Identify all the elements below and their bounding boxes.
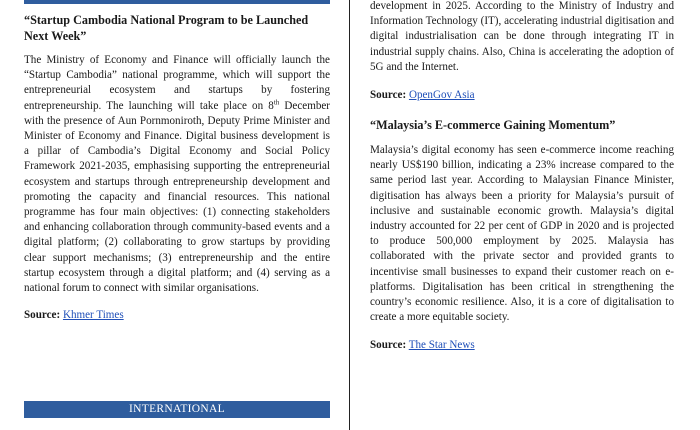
ordinal-suffix: th: [273, 97, 280, 106]
the-star-news-link[interactable]: The Star News: [408, 339, 475, 352]
khmer-times-link[interactable]: Khmer Times: [62, 309, 124, 322]
source-label: Source:: [370, 89, 407, 102]
cambodia-body-part-1: The Ministry of Economy and Finance will officially launch the “Startup Cambodia” national programme, which will support the entrepreneurial ecosystem and startups by fostering entrepreneurship. The launching will take place on 8: [24, 54, 330, 112]
international-section-banner: INTERNATIONAL: [24, 401, 330, 418]
china-source: [370, 88, 674, 103]
china-article-continuation: development in 2025. According to the Ministry of Industry and Information Technology (IT), accelerating industrial digitisation and digital industrialisation can be done through integrating IT in industrial supply chains. Also, China is accelerating the adoption of 5G and the Internet.: [370, 0, 674, 73]
right-column: [370, 0, 674, 353]
cambodia-body-part-2: December with the presence of Aun Pornmoniroth, Deputy Prime Minister and Minister of Economy and Finance. Digital business development is a pillar of Cambodia’s Digital Economy and Social Policy Framework 2021-2035, emphasising supporting the entrepreneurial ecosystem and startups through entrepreneurship development and promoting the capacity and financial resources. This national programme has four main objectives: (1) connecting stakeholders and enhancing collaboration through community-based events and a digital platform; (2) collaborating to grow startups by providing clear support mechanisms; (3) entrepreneurship and the entire startup ecosystem through a digital platform; and (4) serving as a national forum to connect with similar organisations.: [24, 99, 330, 295]
cambodia-article-headline: “Startup Cambodia National Program to be Launched Next Week”: [24, 13, 309, 43]
cambodia-article-body: [24, 53, 330, 296]
opengov-asia-link[interactable]: OpenGov Asia: [408, 89, 475, 102]
source-label: Source:: [24, 309, 61, 322]
malaysia-article-body: Malaysia’s digital economy has seen e-commerce income reaching nearly US$190 billion, indicating a 23% increase compared to the same period last year. According to Malaysian Finance Minister, digitisation has always been a priority for Malaysia’s pursuit of inclusive and sustainable economic growth. Malaysia’s digital industry accounted for 22 per cent of GDP in 2020 and is projected to produce 500,000 employment by 2025. Malaysia has collaborated with the private sector and provided grants to incentivise small businesses to expand their customer reach on e-platforms. Digitalisation has been critical in strengthening the country’s economic resilience. Also, it is a core of digitalisation to create a more equitable society.: [370, 144, 674, 324]
section-top-bar: [24, 0, 330, 4]
left-column: [24, 0, 330, 323]
source-label: Source:: [370, 339, 407, 352]
malaysia-article-headline: “Malaysia’s E-commerce Gaining Momentum”: [370, 118, 616, 133]
column-divider: [349, 0, 350, 430]
malaysia-source: [370, 338, 674, 353]
cambodia-source: [24, 308, 330, 323]
